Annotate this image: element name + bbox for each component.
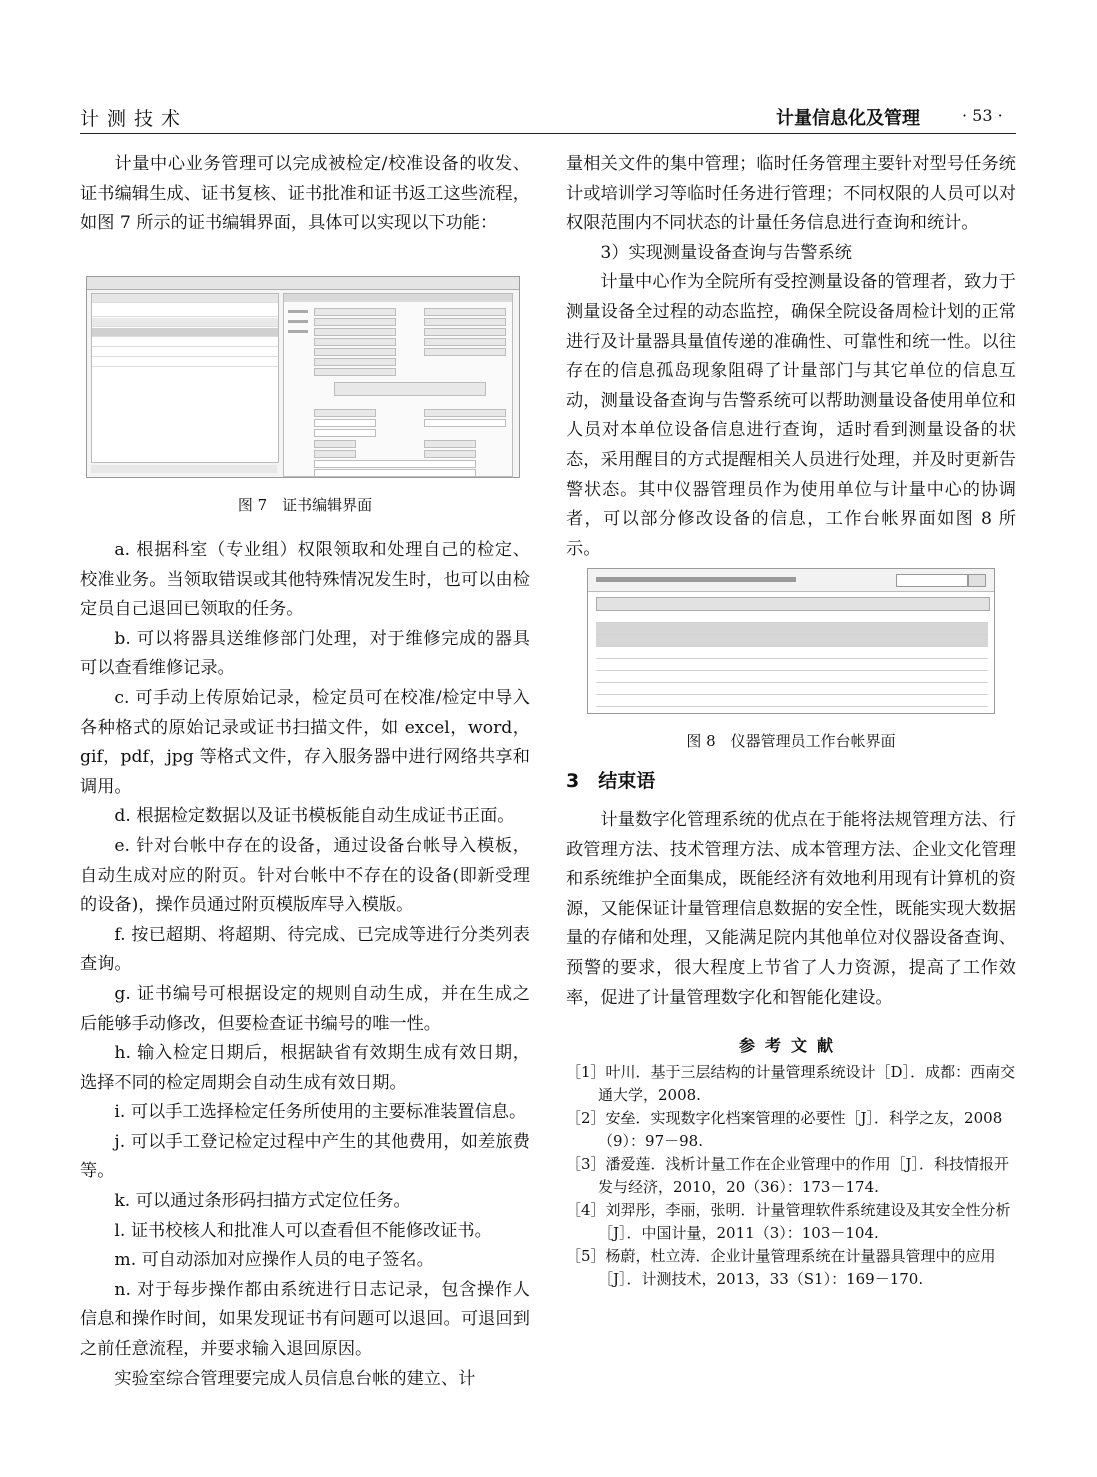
reference-item: ［4］刘羿彤，李丽，张明．计量管理软件系统建设及其安全性分析［J］．中国计量，2011（3）：103－104. xyxy=(566,1201,1011,1243)
form-field xyxy=(314,318,396,326)
form-field xyxy=(424,440,476,448)
form-field xyxy=(314,429,376,437)
figure-7-task-list xyxy=(91,293,279,463)
form-field xyxy=(314,328,396,336)
search-input xyxy=(896,574,968,587)
form-field xyxy=(424,308,506,316)
table-row xyxy=(92,308,278,317)
table-row xyxy=(596,647,988,659)
item-m: m. 可自动添加对应操作人员的电子签名。 xyxy=(114,1250,434,1271)
reference-item: ［3］潘爱莲．浅析计量工作在企业管理中的作用［J］．科技情报开发与经济，2010，20（36）：173－174. xyxy=(566,1155,1010,1197)
item-c: c. 可手动上传原始记录，检定员可在校准/检定中导入各种格式的原始记录或证书扫描文件，如 excel，word，gif，pdf，jpg 等格式文件，存入服务器中进行网络共享和调用。 xyxy=(80,687,530,797)
item-j: j. 可以手工登记检定过程中产生的其他费用，如差旅费等。 xyxy=(80,1131,530,1182)
reference-item: ［5］杨蔚，杜立涛．企业计量管理系统在计量器具管理中的应用［J］．计测技术，2013，33（S1）：169－170. xyxy=(566,1247,996,1289)
form-field xyxy=(424,328,506,336)
table-row xyxy=(92,338,278,347)
table-row xyxy=(596,611,988,623)
form-field xyxy=(424,419,506,427)
table-row xyxy=(92,328,278,337)
item-b: b. 可以将器具送维修部门处理，对于维修完成的器具可以查看维修记录。 xyxy=(80,628,530,679)
form-label xyxy=(288,330,308,333)
form-field xyxy=(424,318,506,326)
table-row xyxy=(596,623,988,635)
left-items-block xyxy=(80,536,530,1394)
table-row xyxy=(596,659,988,671)
item-f: f. 按已超期、将超期、待完成、已完成等进行分类列表查询。 xyxy=(80,924,530,975)
form-field xyxy=(314,409,376,417)
form-field xyxy=(314,440,356,448)
figure-7-toolbar xyxy=(87,277,519,290)
form-label xyxy=(288,310,308,313)
form-field xyxy=(314,348,396,356)
item-i: i. 可以手工选择检定任务所使用的主要标准装置信息。 xyxy=(114,1102,527,1123)
form-tabs xyxy=(284,294,512,302)
form-field xyxy=(424,338,506,346)
search-icon xyxy=(968,574,986,587)
paragraph-continued: 量相关文件的集中管理；临时任务管理主要针对型号任务统计或培训学习等临时任务进行管理；不同权限的人员可以对权限范围内不同状态的计量任务信息进行查询和统计。 xyxy=(566,154,1016,234)
form-field xyxy=(314,368,396,376)
form-field xyxy=(314,308,396,316)
subheading-3: 3）实现测量设备查询与告警系统 xyxy=(600,242,852,263)
form-field xyxy=(424,409,506,417)
table-row xyxy=(596,695,988,707)
figure-7-caption: 图 7 证书编辑界面 xyxy=(237,496,373,514)
table-row xyxy=(596,683,988,695)
form-field xyxy=(314,469,476,477)
page-number: · 53 · xyxy=(962,106,1003,125)
figure-7-statusbar xyxy=(91,465,277,473)
figure-8-title-bar xyxy=(596,577,796,582)
figure-8-table-header xyxy=(596,597,990,611)
form-field xyxy=(424,450,476,458)
table-row xyxy=(92,318,278,327)
figure-8-caption: 图 8 仪器管理员工作台帐界面 xyxy=(686,732,896,750)
reference-item: ［1］叶川．基于三层结构的计量管理系统设计［D］．成都：西南交通大学，2008. xyxy=(566,1063,1016,1105)
form-field xyxy=(334,382,486,396)
item-g: g. 证书编号可根据设定的规则自动生成，并在生成之后能够手动修改，但要检查证书编号的唯一性。 xyxy=(80,983,530,1034)
figure-7-edit-form xyxy=(283,293,513,477)
item-d: d. 根据检定数据以及证书模板能自动生成证书正面。 xyxy=(114,806,515,827)
header-rule xyxy=(80,133,1016,134)
paragraph-monitoring: 计量中心作为全院所有受控测量设备的管理者，致力于测量设备全过程的动态监控，确保全院设备周检计划的正常进行及计量器具量值传递的准确性、可靠性和统一性。以往存在的信息孤岛现象阻碍了计量部门与其它单位的信息互动，测量设备查询与告警系统可以帮助测量设备使用单位和人员对本单位设备信息进行查询，适时看到测量设备的状态，采用醒目的方式提醒相关人员进行处理，并及时更新告警状态。其中仪器管理员作为使用单位与计量中心的协调者，可以部分修改设备的信息，工作台帐界面如图 8 所示。 xyxy=(566,272,1016,559)
journal-name: 计测技术 xyxy=(80,108,189,130)
right-bottom-block xyxy=(566,766,1016,1291)
item-e: e. 针对台帐中存在的设备，通过设备台帐导入模板，自动生成对应的附页。针对台帐中不存在的设备(即新受理的设备)，操作员通过附页模版库导入模版。 xyxy=(80,835,530,916)
table-row xyxy=(92,348,278,357)
left-intro-block xyxy=(80,150,530,239)
form-field xyxy=(314,358,396,366)
item-a: a. 根据科室（专业组）权限领取和处理自己的检定、校准业务。当领取错误或其他特殊情况发生时，也可以由检定员自己退回已领取的任务。 xyxy=(80,540,530,620)
paragraph-lab-management: 实验室综合管理要完成人员信息台帐的建立、计 xyxy=(114,1368,476,1389)
figure-7-screenshot xyxy=(86,276,520,478)
form-label xyxy=(288,320,308,323)
table-row xyxy=(596,671,988,683)
table-row xyxy=(92,358,278,367)
figure-8-topbar xyxy=(588,569,994,592)
table-row xyxy=(92,294,278,303)
item-n: n. 对于每步操作都由系统进行日志记录，包含操作人信息和操作时间，如果发现证书有问题可以退回。可退回到之前任意流程，并要求输入退回原因。 xyxy=(80,1279,530,1360)
form-field xyxy=(314,460,476,468)
figure-8-screenshot xyxy=(587,568,995,714)
references-heading: 参考文献 xyxy=(738,1036,843,1056)
form-field xyxy=(314,338,396,346)
section-3-heading: 3 结束语 xyxy=(566,770,656,792)
section-title: 计量信息化及管理 xyxy=(776,108,920,129)
table-row xyxy=(596,635,988,647)
item-k: k. 可以通过条形码扫描方式定位任务。 xyxy=(114,1191,411,1212)
form-field xyxy=(424,348,506,356)
paragraph-conclusion: 计量数字化管理系统的优点在于能将法规管理方法、行政管理方法、技术管理方法、成本管理方法、企业文化管理和系统维护全面集成，既能经济有效地利用现有计算机的资源，又能保证计量管理信息数据的安全性，既能实现大数据量的存储和处理，又能满足院内其他单位对仪器设备查询、预警的要求，很大程度上节省了人力资源，提高了工作效率，促进了计量管理数字化和智能化建设。 xyxy=(566,810,1016,1008)
paragraph-intro: 计量中心业务管理可以完成被检定/校准设备的收发、证书编辑生成、证书复核、证书批准和证书返工这些流程，如图 7 所示的证书编辑界面，具体可以实现以下功能： xyxy=(80,154,530,234)
form-field xyxy=(314,450,356,458)
item-h: h. 输入检定日期后，根据缺省有效期生成有效日期，选择不同的检定周期会自动生成有效日期。 xyxy=(80,1043,530,1093)
form-field xyxy=(314,419,376,427)
item-l: l. 证书校核人和批准人可以查看但不能修改证书。 xyxy=(114,1220,492,1241)
reference-item: ［2］安垒．实现数字化档案管理的必要性［J］．科学之友，2008（9）：97－98. xyxy=(566,1109,1003,1151)
right-top-block xyxy=(566,150,1016,564)
